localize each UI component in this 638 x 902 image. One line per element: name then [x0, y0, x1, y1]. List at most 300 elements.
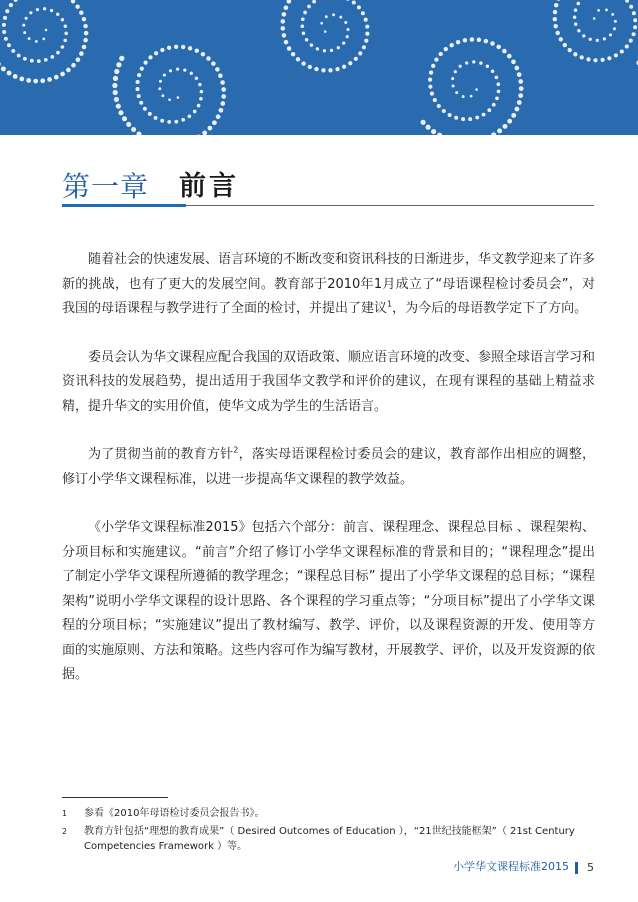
- swirl-pattern: [0, 0, 638, 135]
- swirl-dot: [555, 31, 559, 35]
- swirl-dot: [139, 101, 143, 105]
- swirl-dot: [519, 86, 524, 91]
- footnote-divider: [62, 797, 168, 798]
- page-number: 5: [587, 861, 594, 874]
- swirl-dot: [83, 24, 87, 28]
- swirl-dot: [29, 11, 32, 14]
- swirl-dot: [17, 54, 21, 58]
- swirl-dot: [158, 87, 161, 90]
- swirl-dot: [177, 96, 180, 99]
- swirl-dot: [428, 77, 432, 81]
- swirl-dot: [2, 23, 6, 27]
- swirl-dot: [118, 110, 123, 115]
- swirl-dot: [140, 67, 144, 71]
- swirl-dot: [563, 43, 567, 47]
- swirl-dot: [126, 122, 131, 127]
- swirl-dot: [312, 0, 316, 3]
- paragraph: 《小学华文课程标准2015》包括六个部分：前言、课程理念、课程总目标 、课程架构、分项目标和实施建议。“前言”介绍了修订小学华文课程标准的背景和目的；“课程理念”提出了制定小学华文课程所遵循的教学理念；“课程总目标” 提出了小学华文课程的总目标；“课程架构”说明小学华文课程的设计思路、各个课程的学习重点等；“分项目标”提出了小学华文课程的分项目标；“实施建议”提出了教材编写、教学、评价，以及课程资源的开发、使用等方面的实施原则、方法和策略。这些内容可作为编写教材，开展教学、评价，以及开发资源的依据。: [62, 520, 596, 682]
- swirl-dot: [428, 85, 432, 89]
- swirl-dot: [3, 16, 7, 20]
- swirl-dot: [161, 94, 164, 97]
- swirl-dot: [614, 20, 617, 23]
- swirl-dot: [593, 17, 596, 20]
- swirl-dot: [324, 30, 327, 32]
- swirl-dot: [344, 21, 347, 24]
- swirl-dot: [465, 61, 468, 64]
- swirl-dot: [451, 77, 454, 80]
- swirl-dot: [47, 77, 52, 82]
- swirl-dot: [573, 15, 576, 18]
- swirl-dot: [342, 41, 345, 44]
- footer-marker: [575, 862, 578, 874]
- swirl-dot: [160, 119, 164, 123]
- swirl-dot: [433, 98, 437, 102]
- swirl-dot: [348, 61, 352, 65]
- swirl-dot: [1, 66, 6, 71]
- swirl-dot: [206, 56, 211, 61]
- swirl-dot: [577, 29, 580, 32]
- swirl-dot: [181, 45, 185, 49]
- swirl-dot: [580, 55, 584, 59]
- swirl-dot: [320, 22, 323, 25]
- swirl-dot: [64, 32, 68, 36]
- swirl-dot: [136, 131, 141, 135]
- swirl-dot: [452, 84, 455, 87]
- swirl-dot: [154, 116, 158, 120]
- swirl-dot: [492, 103, 496, 107]
- swirl-dot: [122, 116, 127, 121]
- swirl-dot: [314, 67, 318, 71]
- swirl-dot: [76, 57, 81, 62]
- swirl-dot: [79, 10, 83, 14]
- swirl-dot: [518, 79, 523, 84]
- footnote-ref: 1: [387, 299, 393, 309]
- swirl-dot: [365, 32, 369, 36]
- swirl-dot: [437, 133, 442, 135]
- swirl-dot: [174, 45, 178, 49]
- swirl-dot: [7, 43, 11, 47]
- swirl-dot: [507, 119, 512, 124]
- swirl-dot: [33, 79, 38, 84]
- swirl-dot: [517, 72, 522, 77]
- swirl-dot: [470, 95, 473, 98]
- heading-accent-rule: [62, 204, 186, 207]
- swirl-dot: [310, 43, 313, 46]
- swirl-dot: [470, 37, 474, 41]
- swirl-dot: [84, 31, 89, 36]
- swirl-dot: [195, 77, 198, 80]
- header-banner: [0, 0, 638, 135]
- swirl-dot: [287, 46, 291, 50]
- swirl-dot: [354, 57, 358, 61]
- swirl-dot: [487, 108, 491, 112]
- swirl-dot: [167, 46, 171, 50]
- swirl-dot: [50, 9, 53, 12]
- swirl-dot: [4, 37, 8, 41]
- swirl-dot: [479, 61, 482, 64]
- swirl-dot: [346, 0, 350, 1]
- swirl-dot: [463, 38, 467, 42]
- swirl-dot: [296, 57, 300, 61]
- swirl-dot: [556, 0, 561, 1]
- page-footer: [453, 858, 594, 874]
- swirl-dot: [475, 116, 479, 120]
- swirl-dot: [342, 65, 346, 69]
- swirl-dot: [114, 97, 119, 102]
- body-text: [62, 248, 595, 712]
- swirl-dot: [13, 74, 18, 79]
- swirl-dot: [208, 126, 213, 131]
- swirl-dot: [42, 38, 45, 41]
- swirl-dot: [83, 38, 88, 43]
- swirl-dot: [553, 24, 557, 28]
- swirl-dot: [362, 45, 366, 49]
- swirl-dot: [328, 68, 332, 72]
- swirl-dot: [614, 53, 618, 57]
- swirl-dot: [633, 18, 637, 22]
- swirl-dot: [450, 43, 454, 47]
- swirl-dot: [11, 49, 15, 53]
- swirl-dot: [491, 69, 495, 73]
- swirl-dot: [335, 67, 339, 71]
- swirl-dot: [71, 0, 75, 3]
- swirl-dot: [364, 39, 368, 43]
- swirl-dot: [482, 113, 486, 117]
- swirl-dot: [220, 101, 225, 106]
- swirl-dot: [437, 104, 441, 108]
- swirl-dot: [82, 45, 87, 50]
- swirl-dot: [154, 51, 158, 55]
- swirl-dot: [455, 91, 458, 94]
- swirl-dot: [199, 97, 203, 101]
- swirl-dot: [307, 5, 311, 9]
- footnotes: [62, 806, 595, 857]
- swirl-dot: [429, 70, 433, 74]
- swirl-dot: [573, 52, 577, 56]
- swirl-dot: [468, 117, 472, 121]
- swirl-dot: [61, 18, 64, 21]
- swirl-dot: [477, 38, 482, 43]
- swirl-dot: [301, 17, 305, 21]
- swirl-dot: [301, 25, 305, 29]
- footnote-ref: 2: [233, 445, 239, 455]
- swirl-dot: [35, 40, 38, 43]
- swirl-dot: [44, 58, 48, 62]
- swirl-dot: [63, 39, 67, 43]
- swirl-dot: [305, 38, 309, 42]
- swirl-dot: [609, 33, 612, 36]
- swirl-dot: [330, 49, 333, 52]
- swirl-dot: [430, 92, 434, 96]
- swirl-dot: [511, 59, 516, 64]
- paragraph: 委员会认为华文课程应配合我国的双语政策、顺应语言环境的改变、参照全球语言学习和资讯科技的发展趋势，提出适用于我国华文教学和评价的建议，在现有课程的基础上精益求精，提升华文的实用价值，使华文成为学生的生活语言。: [62, 349, 596, 414]
- swirl-dot: [514, 66, 519, 71]
- swirl-dot: [23, 57, 27, 61]
- swirl-dot: [337, 46, 340, 49]
- swirl-dot: [181, 118, 185, 122]
- swirl-dot: [611, 13, 614, 16]
- swirl-dot: [553, 17, 557, 21]
- swirl-dot: [54, 75, 59, 80]
- swirl-dot: [475, 88, 478, 91]
- swirl-dot: [9, 3, 13, 7]
- swirl-dot: [2, 30, 6, 34]
- swirl-dot: [582, 34, 585, 37]
- swirl-dot: [113, 90, 118, 95]
- swirl-dot: [167, 120, 171, 124]
- swirl-dot: [82, 17, 86, 21]
- swirl-dot: [607, 56, 611, 60]
- swirl-dot: [30, 59, 34, 63]
- swirl-dot: [484, 39, 489, 44]
- swirl-dot: [5, 9, 9, 13]
- swirl-dot: [37, 59, 41, 63]
- swirl-dot: [577, 2, 581, 6]
- swirl-dot: [507, 54, 512, 59]
- swirl-dot: [19, 77, 24, 82]
- swirl-dot: [116, 62, 121, 67]
- swirl-dot: [339, 16, 342, 19]
- swirl-dot: [116, 104, 121, 109]
- swirl-dot: [589, 38, 592, 41]
- swirl-dot: [629, 39, 633, 43]
- swirl-dot: [486, 65, 489, 68]
- swirl-dot: [215, 67, 220, 72]
- swirl-dot: [462, 95, 465, 98]
- swirl-dot: [221, 87, 226, 92]
- swirl-dot: [495, 96, 499, 100]
- swirl-dot: [434, 57, 438, 61]
- swirl-dot: [56, 13, 59, 16]
- swirl-dot: [219, 108, 224, 113]
- swirl-dot: [23, 31, 26, 34]
- swirl-dot: [281, 19, 286, 24]
- swirl-dot: [202, 131, 207, 136]
- swirl-dot: [188, 46, 192, 50]
- swirl-dot: [586, 57, 590, 61]
- swirl-dot: [221, 94, 226, 99]
- swirl-dot: [303, 11, 307, 15]
- swirl-dot: [216, 114, 221, 119]
- swirl-dot: [200, 90, 204, 94]
- swirl-dot: [596, 39, 599, 42]
- swirl-dot: [364, 18, 368, 22]
- swirl-dot: [456, 40, 460, 44]
- swirl-dot: [454, 116, 458, 120]
- swirl-dot: [442, 109, 446, 113]
- swirl-dot: [332, 13, 335, 16]
- swirl-dot: [497, 90, 501, 94]
- swirl-dot: [137, 94, 141, 98]
- chapter-number: 第一章: [62, 170, 150, 203]
- swirl-dot: [574, 22, 577, 25]
- swirl-dot: [301, 61, 305, 65]
- swirl-dot: [190, 72, 193, 75]
- swirl-dot: [514, 107, 519, 112]
- swirl-dot: [308, 65, 312, 69]
- swirl-dot: [605, 9, 608, 12]
- swirl-dot: [163, 73, 166, 76]
- swirl-dot: [79, 51, 84, 56]
- swirl-dot: [421, 120, 426, 125]
- swirl-dot: [559, 37, 563, 41]
- heading-rule: [186, 205, 594, 206]
- swirl-dot: [357, 5, 361, 9]
- swirl-dot: [625, 44, 629, 48]
- swirl-dot: [148, 55, 152, 59]
- swirl-dot: [211, 61, 216, 66]
- swirl-dot: [282, 33, 287, 38]
- swirl-dot: [50, 55, 54, 59]
- swirl-dot: [431, 64, 435, 68]
- swirl-dot: [174, 120, 178, 124]
- swirl-dot: [517, 100, 522, 105]
- swirl-dot: [148, 112, 152, 116]
- swirl-dot: [131, 127, 136, 132]
- swirl-dot: [193, 110, 197, 114]
- swirl-dot: [365, 25, 369, 29]
- swirl-dot: [632, 32, 636, 36]
- swirl-dot: [188, 114, 192, 118]
- swirl-dot: [613, 27, 616, 30]
- swirl-dot: [568, 48, 572, 52]
- swirl-dot: [625, 0, 629, 3]
- swirl-dot: [287, 0, 292, 4]
- swirl-dot: [220, 80, 225, 85]
- swirl-dot: [281, 26, 286, 31]
- swirl-dot: [554, 3, 559, 8]
- swirl-dot: [352, 1, 356, 5]
- footnote-text: 教育方针包括“理想的教育成果”（ Desired Outcomes of Education ），“21世纪技能框架”（ 21st Century Competencies Framework ）等。: [84, 826, 575, 852]
- swirl-dot: [61, 45, 65, 49]
- swirl-dot: [503, 124, 508, 129]
- swirl-dot: [491, 132, 496, 135]
- swirl-dot: [198, 83, 201, 86]
- swirl-dot: [14, 0, 18, 2]
- swirl-dot: [160, 48, 164, 52]
- swirl-dot: [291, 52, 295, 56]
- paragraph: 为了贯彻当前的教育方针$^2$，落实母语课程检讨委员会的建议，教育部作出相应的调整，修订小学华文课程标准，以进一步提高华文课程的教学效益。: [62, 445, 595, 487]
- swirl-dot: [601, 58, 605, 62]
- swirl-dot: [518, 93, 523, 98]
- swirl-dot: [495, 76, 499, 80]
- chapter-title: 前言: [179, 171, 240, 202]
- swirl-dot: [593, 58, 597, 62]
- swirl-dot: [113, 76, 118, 81]
- swirl-dot: [502, 49, 507, 54]
- swirl-dot: [490, 41, 495, 46]
- swirl-dot: [144, 61, 148, 65]
- swirl-dot: [136, 80, 140, 84]
- swirl-dot: [0, 62, 1, 67]
- swirl-dot: [316, 47, 319, 50]
- swirl-dot: [444, 47, 448, 51]
- swirl-dot: [196, 134, 201, 135]
- swirl-dot: [71, 63, 76, 68]
- swirl-dot: [168, 98, 171, 101]
- swirl-dot: [461, 117, 465, 121]
- swirl-dot: [56, 51, 60, 55]
- footnote: [62, 824, 595, 854]
- swirl-dot: [22, 24, 25, 27]
- swirl-dot: [431, 129, 436, 134]
- swirl-dot: [633, 25, 637, 29]
- swirl-dot: [26, 78, 31, 83]
- swirl-dot: [159, 80, 162, 83]
- swirl-dot: [40, 78, 45, 83]
- swirl-dot: [448, 113, 452, 117]
- swirl-dot: [143, 107, 147, 111]
- swirl-dot: [603, 37, 606, 40]
- swirl-dot: [496, 45, 501, 50]
- swirl-dot: [574, 8, 578, 12]
- swirl-dot: [553, 10, 557, 14]
- swirl-dot: [137, 73, 141, 77]
- swirl-dot: [620, 49, 624, 53]
- swirl-dot: [197, 104, 201, 108]
- swirl-dot: [114, 69, 119, 74]
- swirl-dot: [66, 68, 71, 73]
- swirl-dot: [25, 17, 28, 20]
- swirl-dot: [597, 9, 600, 12]
- swirl-dot: [119, 56, 124, 61]
- swirl-dot: [361, 11, 365, 15]
- footnote-number: 1: [62, 809, 68, 818]
- swirl-dot: [218, 74, 223, 79]
- swirl-dot: [454, 70, 457, 73]
- footnote-number: 2: [62, 827, 68, 836]
- swirl-dot: [426, 125, 431, 130]
- footnote-text: 参看《2010年母语检讨委员会报告书》。: [84, 808, 265, 819]
- swirl-dot: [284, 5, 289, 10]
- swirl-dot: [346, 28, 349, 31]
- swirl-dot: [629, 5, 633, 9]
- swirl-dot: [112, 83, 117, 88]
- swirl-dot: [632, 11, 636, 15]
- swirl-dot: [43, 7, 46, 10]
- swirl-dot: [439, 52, 443, 56]
- footer-book-title: 小学华文课程标准2015: [453, 860, 569, 873]
- swirl-dot: [7, 71, 12, 76]
- swirl-dot: [28, 37, 31, 40]
- swirl-dot: [176, 67, 179, 70]
- swirl-dot: [346, 35, 349, 38]
- swirl-dot: [325, 15, 328, 18]
- swirl-dot: [459, 65, 462, 68]
- swirl-dot: [284, 40, 289, 45]
- swirl-dot: [496, 82, 500, 86]
- swirl-dot: [169, 69, 172, 72]
- swirl-dot: [511, 113, 516, 118]
- swirl-dot: [195, 48, 199, 52]
- chapter-heading: [62, 160, 239, 204]
- swirl-dot: [472, 60, 475, 63]
- swirl-dot: [75, 4, 79, 8]
- swirl-dot: [323, 49, 326, 52]
- swirl-dot: [212, 120, 217, 125]
- swirl-dot: [497, 128, 502, 133]
- swirl-dot: [64, 25, 67, 28]
- paragraph: 随着社会的快速发展、语言环境的不断改变和资讯科技的日渐进步，华文教学迎来了许多新的挑战，也有了更大的发展空间。教育部于2010年1月成立了“母语课程检讨委员会”，对我国的母语课程与教学进行了全面的检讨，并提出了建议$^1$，为今后的母语教学定下了方向。: [62, 252, 596, 316]
- swirl-dot: [183, 68, 186, 71]
- swirl-dot: [135, 87, 139, 91]
- swirl-dot: [282, 12, 287, 17]
- swirl-dot: [358, 51, 362, 55]
- swirl-dot: [60, 72, 65, 77]
- footnote: [62, 806, 595, 821]
- swirl-dot: [302, 32, 306, 36]
- swirl-dot: [321, 68, 325, 72]
